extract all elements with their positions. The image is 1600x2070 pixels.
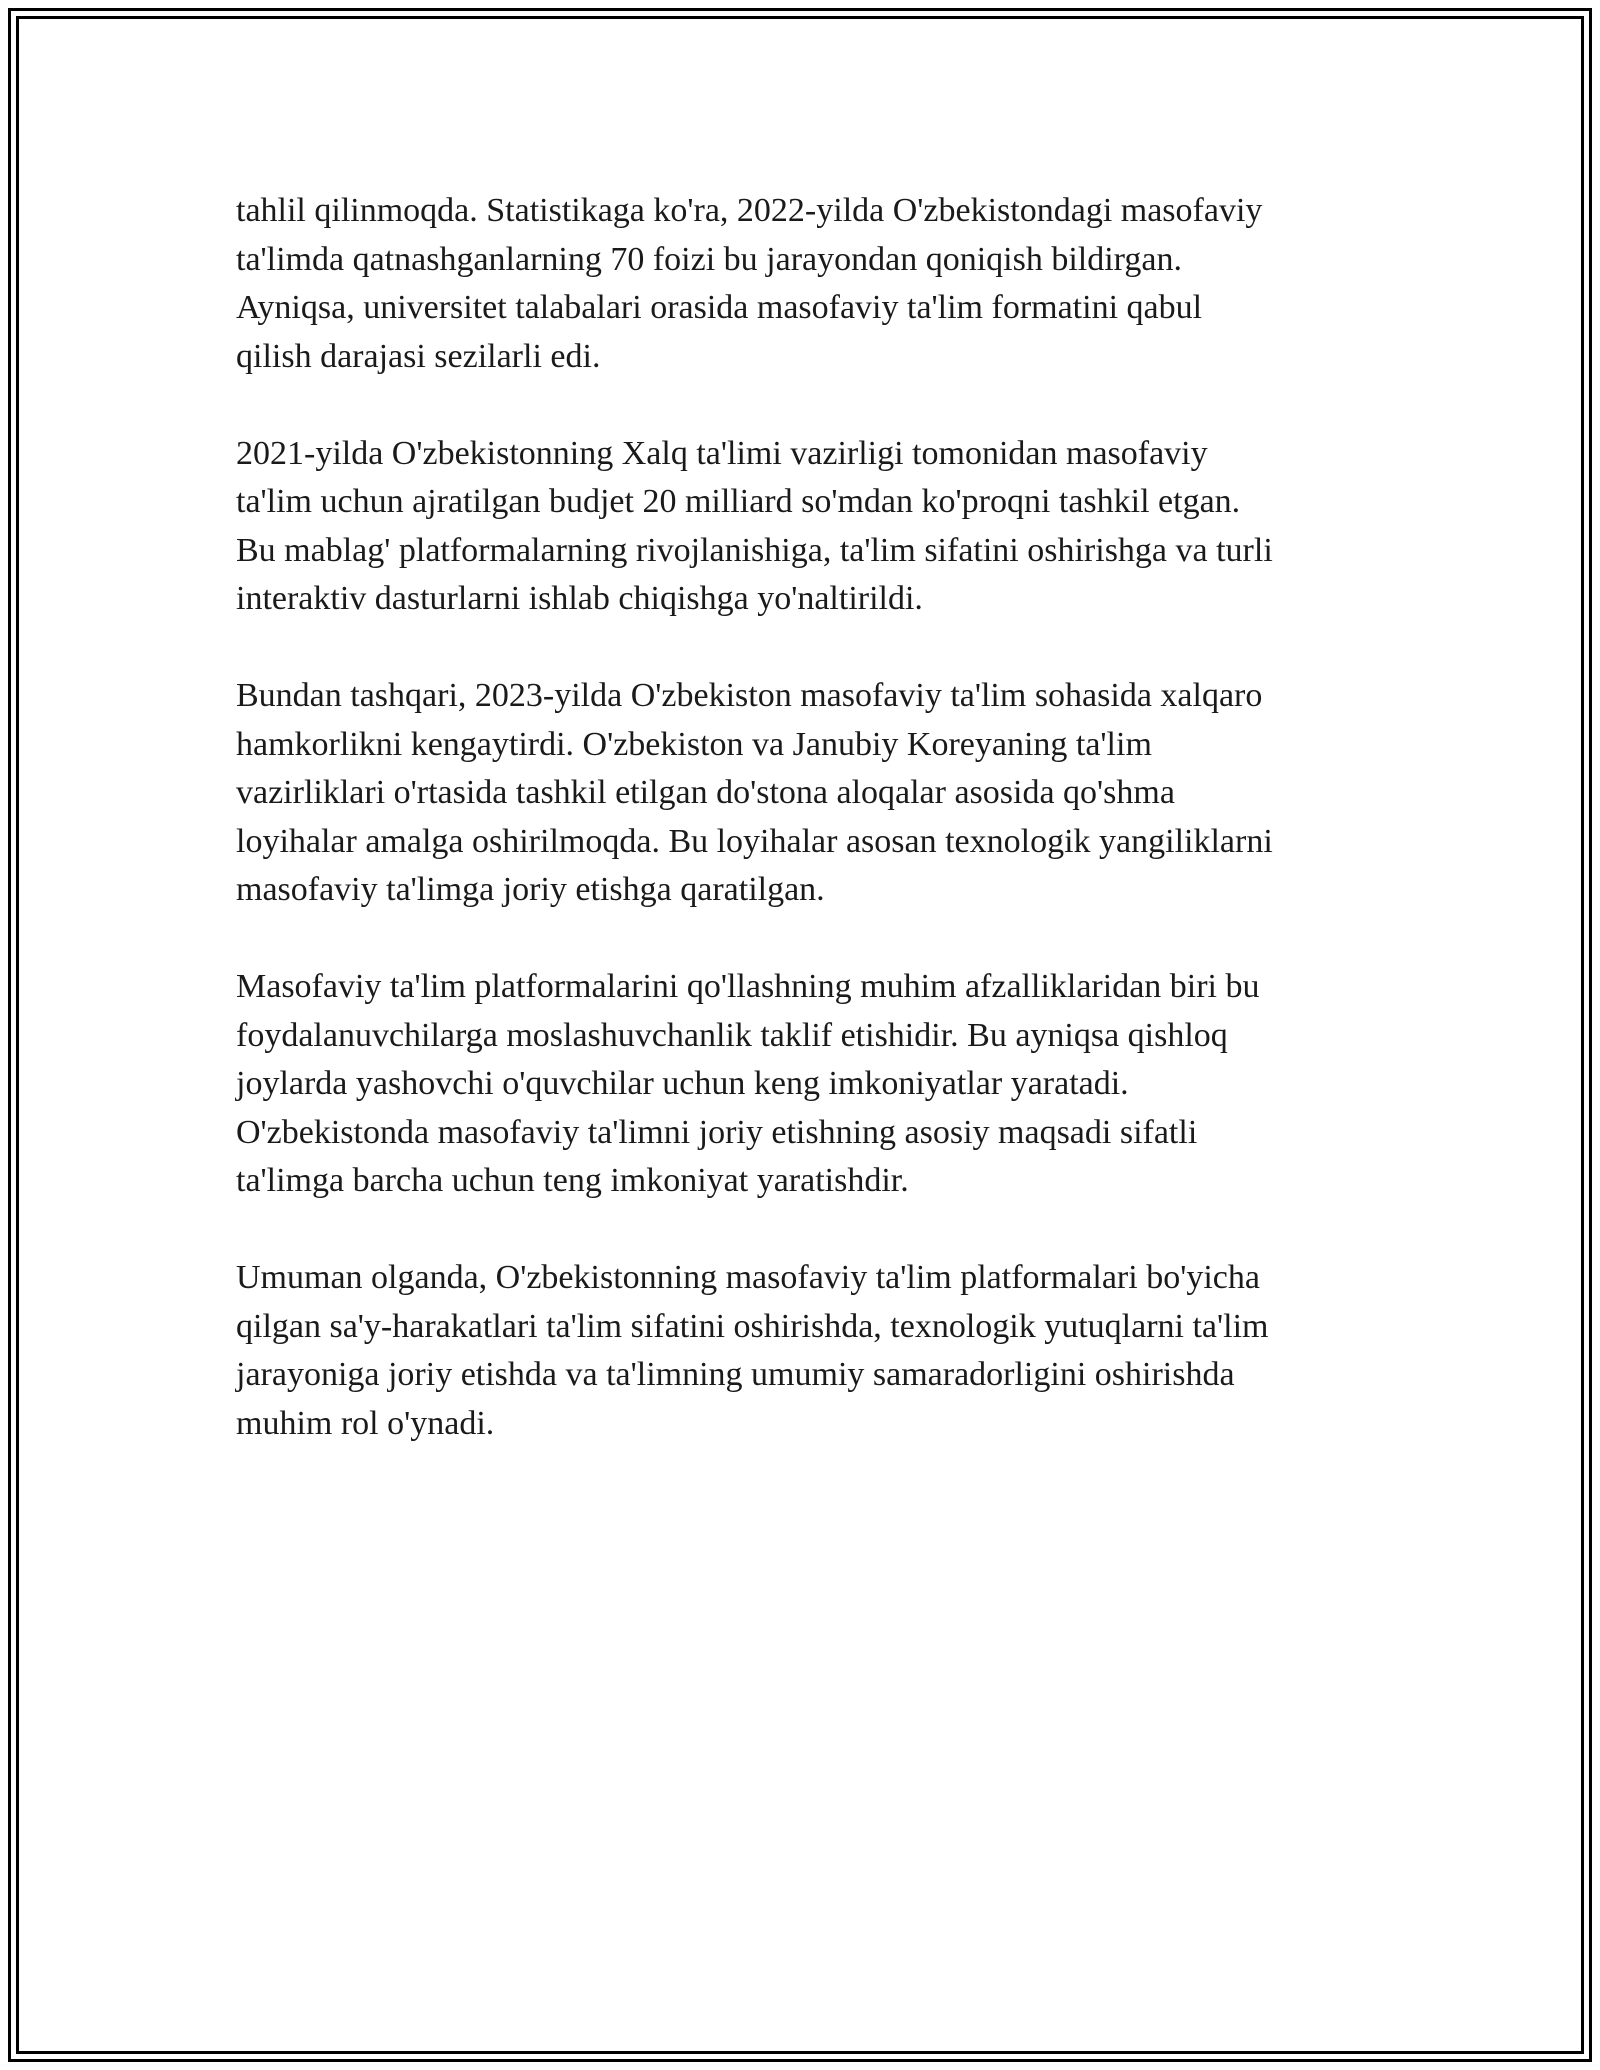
text-line: O'zbekistonda masofaviy ta'limni joriy etishning asosiy maqsadi sifatli bbox=[236, 1113, 1198, 1151]
text-line: masofaviy ta'limga joriy etishga qaratilgan. bbox=[236, 871, 825, 908]
text-line: qilish darajasi sezilarli edi. bbox=[236, 337, 601, 375]
paragraph-5 bbox=[236, 1254, 1376, 1448]
document-body bbox=[236, 187, 1376, 1497]
text-line: interaktiv dasturlarni ishlab chiqishga yo'naltirildi. bbox=[236, 580, 923, 617]
text-line: foydalanuvchilarga moslashuvchanlik taklif etishidir. Bu ayniqsa qishloq bbox=[236, 1016, 1228, 1054]
text-line: Ayniqsa, universitet talabalari orasida masofaviy ta'lim formatini qabul bbox=[236, 289, 1203, 326]
text-line: hamkorlikni kengaytirdi. O'zbekiston va Janubiy Koreyaning ta'lim bbox=[236, 725, 1152, 763]
text-line: 2021-yilda O'zbekistonning Xalq ta'limi vazirligi tomonidan masofaviy bbox=[236, 434, 1208, 472]
paragraph-3 bbox=[236, 672, 1376, 915]
text-line: joylarda yashovchi o'quvchilar uchun keng imkoniyatlar yaratadi. bbox=[236, 1065, 1129, 1102]
text-line: loyihalar amalga oshirilmoqda. Bu loyihalar asosan texnologik yangiliklarni bbox=[236, 822, 1273, 860]
text-line: Bundan tashqari, 2023-yilda O'zbekiston masofaviy ta'lim sohasida xalqaro bbox=[236, 677, 1263, 714]
text-line: muhim rol o'ynadi. bbox=[236, 1404, 495, 1442]
text-line: ta'lim uchun ajratilgan budjet 20 milliard so'mdan ko'proqni tashkil etgan. bbox=[236, 483, 1241, 520]
paragraph-2 bbox=[236, 430, 1376, 624]
text-line: jarayoniga joriy etishda va ta'limning umumiy samaradorligini oshirishda bbox=[236, 1356, 1235, 1393]
text-line: Masofaviy ta'lim platformalarini qo'llashning muhim afzalliklaridan biri bu bbox=[236, 968, 1260, 1005]
paragraph-1 bbox=[236, 187, 1376, 381]
text-line: qilgan sa'y-harakatlari ta'lim sifatini oshirishda, texnologik yutuqlarni ta'lim bbox=[236, 1307, 1269, 1345]
text-line: ta'limda qatnashganlarning 70 foizi bu jarayondan qoniqish bildirgan. bbox=[236, 240, 1182, 278]
text-line: Umuman olganda, O'zbekistonning masofaviy ta'lim platformalari bo'yicha bbox=[236, 1259, 1260, 1296]
text-line: ta'limga barcha uchun teng imkoniyat yaratishdir. bbox=[236, 1162, 909, 1199]
text-line: vazirliklari o'rtasida tashkil etilgan do'stona aloqalar asosida qo'shma bbox=[236, 774, 1175, 811]
paragraph-4 bbox=[236, 963, 1376, 1206]
text-line: Bu mablag' platformalarning rivojlanishiga, ta'lim sifatini oshirishga va turli bbox=[236, 531, 1273, 569]
text-line: tahlil qilinmoqda. Statistikaga ko'ra, 2022-yilda O'zbekistondagi masofaviy bbox=[236, 192, 1263, 229]
